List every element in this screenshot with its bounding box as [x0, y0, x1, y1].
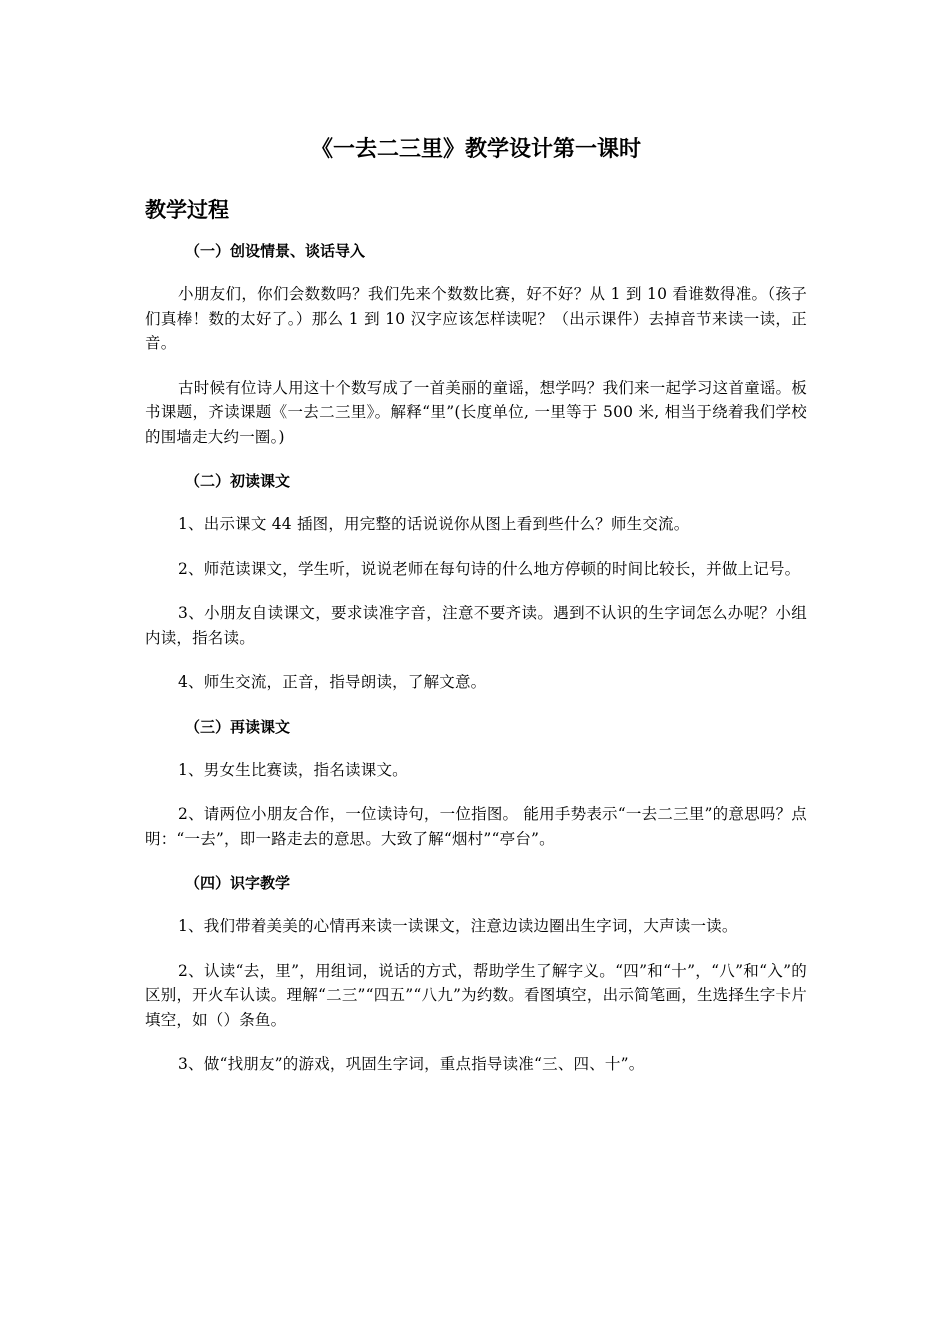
- paragraph: 1、出示课文 44 插图，用完整的话说说你从图上看到些什么？师生交流。: [178, 515, 690, 533]
- document-page: [145, 135, 807, 1097]
- sub-heading-first-reading: （二）初读课文: [185, 472, 291, 490]
- sub-heading-second-reading: （三）再读课文: [185, 717, 291, 736]
- paragraph: 古时候有位诗人用这十个数写成了一首美丽的童谣，想学吗？我们来一起学习这首童谣。板书课题，齐读课题《一去二三里》。解释“里”(长度单位, 一里等于 500 米, 相当于绕着我们学校的围墙走大约一圈。): [145, 378, 807, 446]
- paragraph: 2、师范读课文，学生听，说说老师在每句诗的什么地方停顿的时间比较长，并做上记号。: [178, 559, 801, 578]
- section-character-learning: [145, 871, 807, 1077]
- sub-heading-character-learning: （四）识字教学: [185, 874, 291, 892]
- sub-heading-intro: （一）创设情景、谈话导入: [185, 242, 366, 260]
- paragraph: 3、小朋友自读课文，要求读准字音，注意不要齐读。遇到不认识的生字词怎么办呢？小组内读，指名读。: [145, 604, 807, 647]
- section-first-reading: [145, 469, 807, 695]
- section-second-reading: [145, 715, 807, 852]
- paragraph: 2、请两位小朋友合作，一位读诗句，一位指图。 能用手势表示“一去二三里”的意思吗？点明：“一去”，即一路走去的意思。大致了解“烟村”“亭台”。: [145, 805, 807, 848]
- section-intro: [145, 239, 807, 449]
- document-title: 《一去二三里》教学设计第一课时: [310, 137, 641, 162]
- paragraph: 3、做“找朋友”的游戏，巩固生字词，重点指导读准“三、四、十”。: [178, 1055, 645, 1073]
- paragraph: 小朋友们，你们会数数吗？我们先来个数数比赛，好不好？从 1 到 10 看谁数得准。（孩子们真棒！数的太好了。）那么 1 到 10 汉字应该怎样读呢？（出示课件）去掉音节来读一读，正音。: [145, 285, 807, 352]
- paragraph: 1、男女生比赛读，指名读课文。: [178, 760, 408, 779]
- paragraph: 2、认读“去，里”，用组词，说话的方式，帮助学生了解字义。“四”和“十”，“八”和“入”的区别，开火车认读。理解“二三”“四五”“八九”为约数。看图填空，出示简笔画，生选择生字卡片填空，如（）条鱼。: [145, 961, 807, 1029]
- section-heading: 教学过程: [145, 198, 229, 222]
- paragraph: 4、师生交流，正音，指导朗读，了解文意。: [178, 673, 487, 691]
- paragraph: 1、我们带着美美的心情再来读一读课文，注意边读边圈出生字词，大声读一读。: [178, 917, 738, 935]
